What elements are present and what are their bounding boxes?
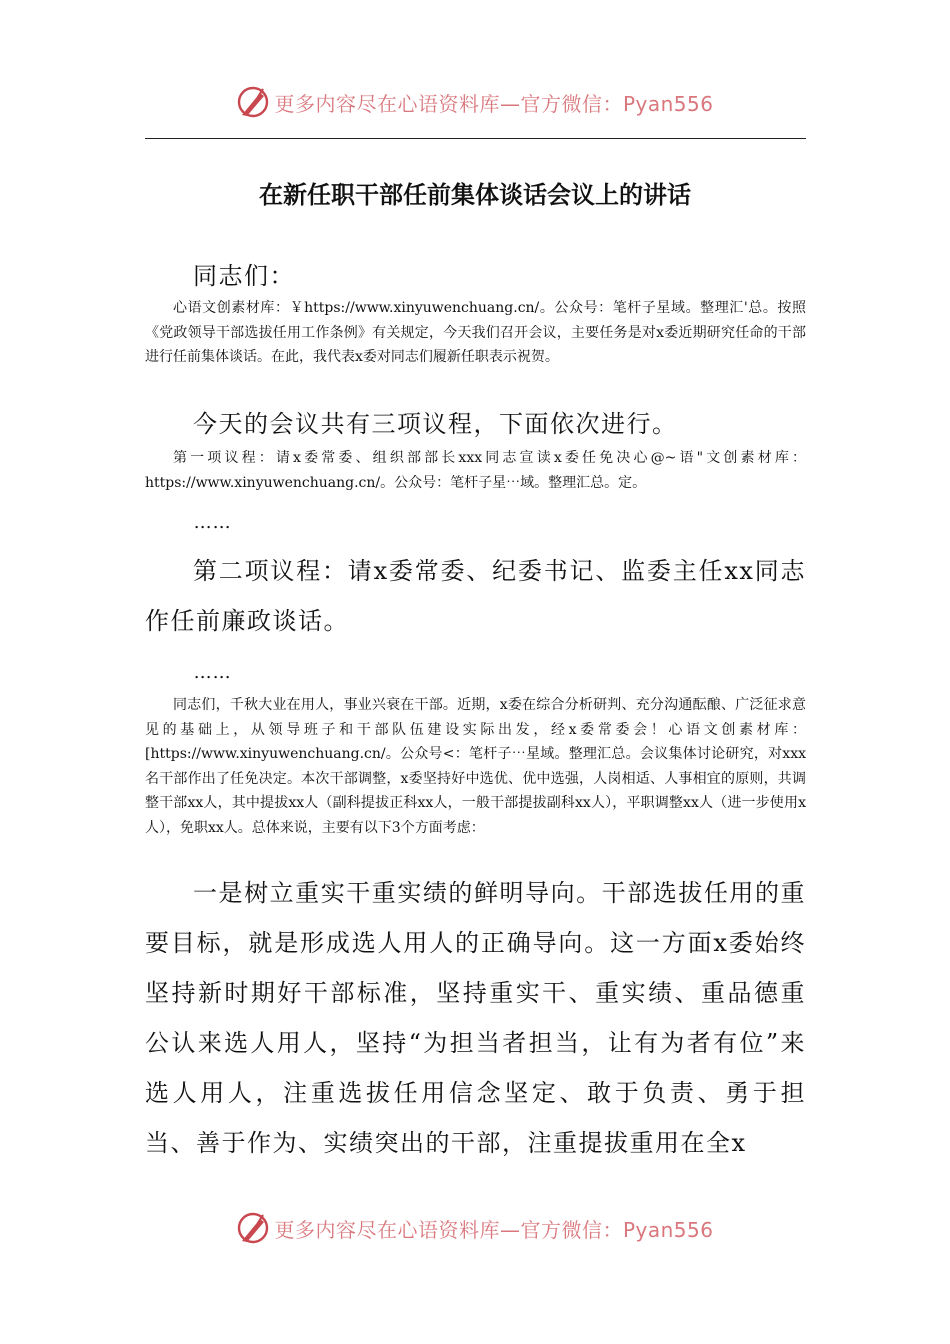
agenda-item-2: 第二项议程：请x委常委、纪委书记、监委主任xx同志作任前廉政谈话。 xyxy=(145,557,806,635)
paragraph-decision: 同志们，千秋大业在用人，事业兴衰在干部。近期，x委在综合分析研判、充分沟通酝酿、广泛征求意见的基础上，从领导班子和干部队伍建设实际出发，经x委常委会！心语文创素材库：[https://www.xinyuwenchuang.cn/。公众号<：笔杆子⋯星域。整理汇总。会议集体讨论研究，对xxx名干部作出了任免决定。本次干部调整，x委坚持好中选优、优中选强，人岗相适、人事相宜的原则，共调整干部xx人，其中提拔xx人（副科提拔正科xx人，一般干部提拔副科xx人），平职调整xx人（进一步使用x人），免职xx人。总体来说，主要有以下3个方面考虑： xyxy=(145,697,806,836)
header-divider xyxy=(145,138,806,139)
salutation: 同志们： xyxy=(193,262,295,290)
document-title: 在新任职干部任前集体谈话会议上的讲话 xyxy=(259,181,691,209)
quill-pen-logo-icon xyxy=(236,85,270,119)
footer-watermark-banner xyxy=(0,1208,950,1248)
agenda-item-1: 第一项议程：请x委常委、组织部部长xxx同志宣读x委任免决心@~语"文创素材库：https://www.xinyuwenchuang.cn/。公众号：笔杆子星⋯域。整理汇总。定。 xyxy=(145,450,806,491)
ellipsis-1: …… xyxy=(193,512,232,533)
quill-pen-logo-icon xyxy=(236,1211,270,1245)
banner-text: 更多内容尽在心语资料库—官方微信：Pyan556 xyxy=(274,91,714,116)
paragraph-point-one: 一是树立重实干重实绩的鲜明导向。干部选拔任用的重要目标，就是形成选人用人的正确导向。这一方面x委始终坚持新时期好干部标准，坚持重实干、重实绩、重品德重公认来选人用人，坚持“为担当者担当，让有为者有位”来选人用人，注重选拔任用信念坚定、敢于负责、勇于担当、善于作为、实绩突出的干部，注重提拔重用在全x xyxy=(145,879,806,1157)
banner-text: 更多内容尽在心语资料库—官方微信：Pyan556 xyxy=(274,1217,714,1242)
header-watermark-banner xyxy=(0,82,950,122)
ellipsis-2: …… xyxy=(193,662,232,683)
agenda-intro: 今天的会议共有三项议程，下面依次进行。 xyxy=(193,410,678,438)
paragraph-intro: 心语文创素材库：￥https://www.xinyuwenchuang.cn/。公众号：笔杆子星域。整理汇'总。按照《党政领导干部选拔任用工作条例》有关规定，今天我们召开会议，主要任务是对x委近期研究任命的干部进行任前集体谈话。在此，我代表x委对同志们履新任职表示祝贺。 xyxy=(145,300,806,365)
